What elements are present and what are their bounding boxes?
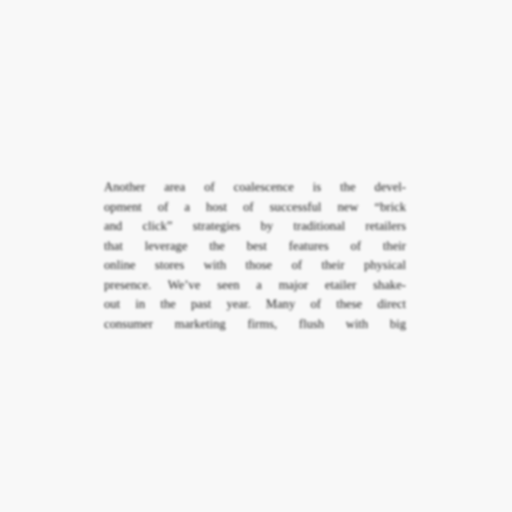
text-line: Another area of coalescence is the devel- [104,180,406,194]
text-line: opment of a host of successful new “brick [104,199,406,214]
text-line: and click” strategies by traditional retailers [104,219,406,233]
text-line: consumer marketing firms, flush with big [104,316,406,331]
text-line: presence. We’ve seen a major etailer shake- [104,277,406,292]
text-line: that leverage the best features of their [104,238,406,253]
text-line: out in the past year. Many of these direct [104,297,406,311]
text-line: online stores with those of their physical [104,258,406,272]
paragraph-text [104,178,406,334]
